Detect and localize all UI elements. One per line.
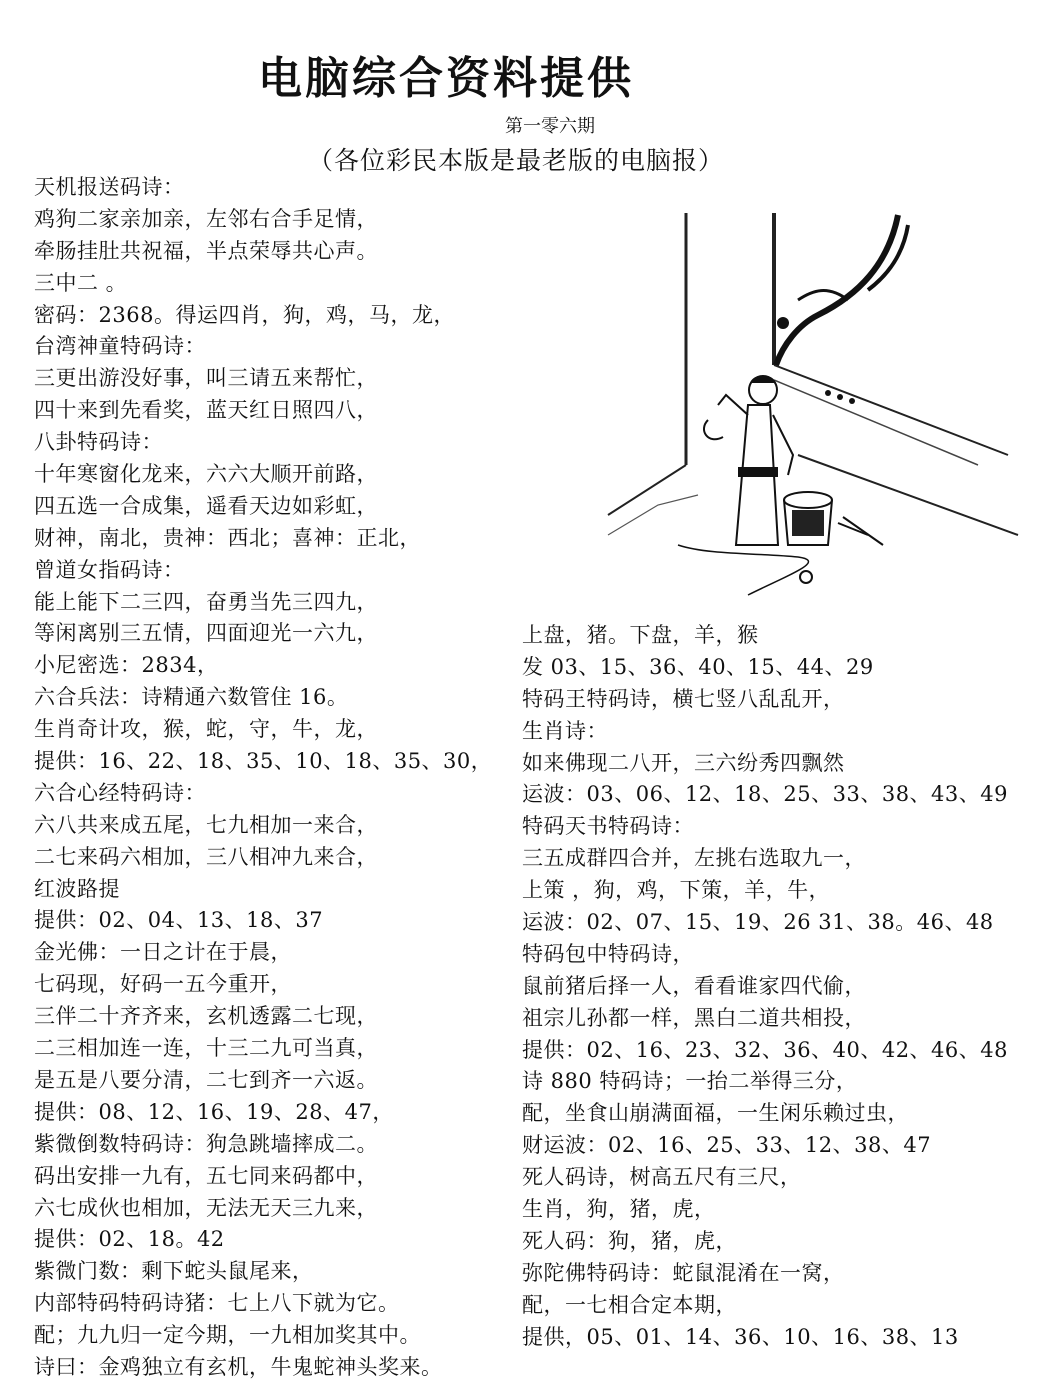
left-column-line	[34, 1320, 504, 1352]
line-text: 提供：02、16、23、32、36、40、42、46、48	[522, 1037, 1008, 1062]
left-column-line	[34, 810, 504, 842]
line-text: 提供：02、18。42	[34, 1227, 225, 1252]
line-text: 八卦特码诗：	[34, 430, 163, 455]
right-column-line	[522, 971, 1042, 1003]
right-column-line	[522, 748, 1042, 780]
left-column-line	[34, 1193, 504, 1225]
right-column-line	[522, 1258, 1042, 1290]
line-text: 等闲离别三五情，四面迎光一六九，	[34, 621, 378, 646]
line-text: 十年寒窗化龙来，六六大顺开前路，	[34, 462, 378, 487]
line-text: 三更出游没好事，叫三请五来帮忙，	[34, 366, 378, 391]
line-text: 配；九九归一定今期，一九相加奖其中。	[34, 1323, 421, 1348]
left-column-line	[34, 331, 504, 363]
line-text: 是五是八要分清，二七到齐一六返。	[34, 1067, 378, 1092]
right-column-line	[522, 939, 1042, 971]
left-column-line	[34, 1256, 504, 1288]
line-text: 三伴二十齐齐来，玄机透露二七现，	[34, 1004, 378, 1029]
left-column-line	[34, 714, 504, 746]
left-column-line	[34, 300, 504, 332]
line-text: 六合兵法：诗精通六数管住 16。	[34, 685, 349, 710]
page-subtitle: （各位彩民本版是最老版的电脑报）	[308, 146, 725, 175]
line-text: 配，坐食山崩满面福，一生闲乐赖过虫，	[522, 1101, 909, 1126]
line-text: 小尼密选：2834，	[34, 653, 219, 678]
left-column-line	[34, 459, 504, 491]
line-text: 诗曰：金鸡独立有玄机，牛鬼蛇神头奖来。	[34, 1354, 443, 1379]
line-text: 六七成伙也相加，无法无天三九来，	[34, 1195, 378, 1220]
left-column-line	[34, 1352, 504, 1384]
line-text: 紫微倒数特码诗：狗急跳墙摔成二。	[34, 1131, 378, 1156]
line-text: 祖宗儿孙都一样，黑白二道共相投，	[522, 1005, 866, 1030]
line-text: 码出安排一九有，五七同来码都中，	[34, 1163, 378, 1188]
line-text: 生肖，狗，猪，虎，	[522, 1197, 716, 1222]
left-column-line	[34, 363, 504, 395]
left-column-line	[34, 491, 504, 523]
right-column-line	[522, 875, 1042, 907]
line-text: 密码：2368。得运四肖，狗，鸡，马，龙，	[34, 302, 455, 327]
left-column-line	[34, 1001, 504, 1033]
left-column-line	[34, 268, 504, 300]
line-text: 紫微门数：剩下蛇头鼠尾来，	[34, 1259, 314, 1284]
line-text: 特码包中特码诗，	[522, 941, 694, 966]
left-column-line	[34, 1065, 504, 1097]
line-text: 红波路提	[34, 876, 120, 901]
line-text: 弥陀佛特码诗：蛇鼠混淆在一窝，	[522, 1260, 845, 1285]
line-text: 二七来码六相加，三八相冲九来合，	[34, 844, 378, 869]
left-column-line	[34, 969, 504, 1001]
right-column-line	[522, 779, 1042, 811]
right-column-line	[522, 684, 1042, 716]
line-text: 曾道女指码诗：	[34, 557, 185, 582]
line-text: 提供：16、22、18、35、10、18、35、30，	[34, 749, 493, 774]
line-text: 能上能下二三四，奋勇当先三四九，	[34, 589, 378, 614]
left-column-line	[34, 1129, 504, 1161]
right-column-line	[522, 716, 1042, 748]
line-text: 提供：08、12、16、19、28、47，	[34, 1099, 394, 1124]
line-text: 运波：02、07、15、19、26 31、38。46、48	[522, 910, 994, 935]
line-text: 牵肠挂肚共祝福，半点荣辱共心声。	[34, 238, 378, 263]
left-column	[34, 172, 504, 1384]
line-text: 诗 880 特码诗；一抬二举得三分，	[522, 1069, 858, 1094]
right-column-line	[522, 843, 1042, 875]
line-text: 生肖诗：	[522, 718, 608, 743]
right-column-line	[522, 1162, 1042, 1194]
right-column-line	[522, 652, 1042, 684]
line-text: 六合心经特码诗：	[34, 780, 206, 805]
right-column-line	[522, 1098, 1042, 1130]
line-text: 三中二 。	[34, 270, 128, 295]
right-column-line	[522, 620, 1042, 652]
left-column-line	[34, 1097, 504, 1129]
right-column	[522, 620, 1042, 1353]
line-text: 六八共来成五尾，七九相加一来合，	[34, 812, 378, 837]
right-column-line	[522, 811, 1042, 843]
left-column-line	[34, 587, 504, 619]
left-column-line	[34, 523, 504, 555]
line-text: 七码现，好码一五今重开，	[34, 972, 292, 997]
line-text: 运波：03、06、12、18、25、33、38、43、49	[522, 782, 1008, 807]
left-column-line	[34, 204, 504, 236]
left-column-line	[34, 842, 504, 874]
line-text: 台湾神童特码诗：	[34, 334, 206, 359]
right-column-line	[522, 1194, 1042, 1226]
left-column-line	[34, 874, 504, 906]
line-text: 鸡狗二家亲加亲，左邻右合手足情，	[34, 206, 378, 231]
left-column-line	[34, 746, 504, 778]
line-text: 发 03、15、36、40、15、44、29	[522, 654, 874, 679]
line-text: 上盘，猪。下盘，羊，猴	[522, 623, 759, 647]
line-text: 死人码：狗，猪，虎，	[522, 1228, 737, 1253]
left-column-line	[34, 1033, 504, 1065]
right-column-line	[522, 1003, 1042, 1035]
issue-number: 第一零六期	[505, 116, 595, 137]
line-text: 提供，05、01、14、36、10、16、38、13	[522, 1324, 959, 1349]
line-text: 四五选一合成集，遥看天边如彩虹，	[34, 493, 378, 518]
line-text: 如来佛现二八开，三六纷秀四飘然	[522, 750, 845, 775]
left-column-line	[34, 1161, 504, 1193]
line-text: 二三相加连一连，十三二九可当真，	[34, 1036, 378, 1061]
left-column-line	[34, 172, 504, 204]
left-column-line	[34, 778, 504, 810]
line-text: 四十来到先看奖，蓝天红日照四八，	[34, 398, 378, 423]
right-column-line	[522, 1066, 1042, 1098]
line-text: 财神，南北，贵神：西北；喜神：正北，	[34, 525, 421, 550]
line-text: 特码天书特码诗：	[522, 814, 694, 839]
right-column-line	[522, 1226, 1042, 1258]
page-title: 电脑综合资料提供	[258, 53, 634, 104]
left-column-line	[34, 905, 504, 937]
right-column-line	[522, 1322, 1042, 1354]
line-text: 天机报送码诗：	[34, 175, 185, 199]
left-column-line	[34, 682, 504, 714]
line-text: 三五成群四合并，左挑右选取九一，	[522, 846, 866, 871]
left-column-line	[34, 236, 504, 268]
left-column-line	[34, 427, 504, 459]
line-text: 生肖奇计攻，猴，蛇，守，牛，龙，	[34, 717, 378, 742]
left-column-line	[34, 555, 504, 587]
right-column-line	[522, 1035, 1042, 1067]
line-text: 金光佛：一日之计在于晨，	[34, 940, 292, 965]
left-column-line	[34, 937, 504, 969]
line-text: 鼠前猪后择一人，看看谁家四代偷，	[522, 973, 866, 998]
line-text: 提供：02、04、13、18、37	[34, 908, 324, 933]
left-column-line	[34, 618, 504, 650]
line-text: 死人码诗，树高五尺有三尺，	[522, 1165, 802, 1190]
line-text: 上策 ，狗，鸡，下策，羊，牛，	[522, 878, 831, 903]
right-column-line	[522, 907, 1042, 939]
right-column-line	[522, 1130, 1042, 1162]
left-column-line	[34, 1224, 504, 1256]
line-text: 特码王特码诗，横七竖八乱乱开，	[522, 686, 845, 711]
left-column-line	[34, 395, 504, 427]
right-column-line	[522, 1290, 1042, 1322]
line-text: 内部特码特码诗猪：七上八下就为它。	[34, 1291, 400, 1316]
left-column-line	[34, 650, 504, 682]
line-text: 配，一七相合定本期，	[522, 1292, 737, 1317]
line-text: 财运波：02、16、25、33、12、38、47	[522, 1133, 932, 1158]
ink-illustration	[598, 205, 1028, 615]
left-column-line	[34, 1288, 504, 1320]
